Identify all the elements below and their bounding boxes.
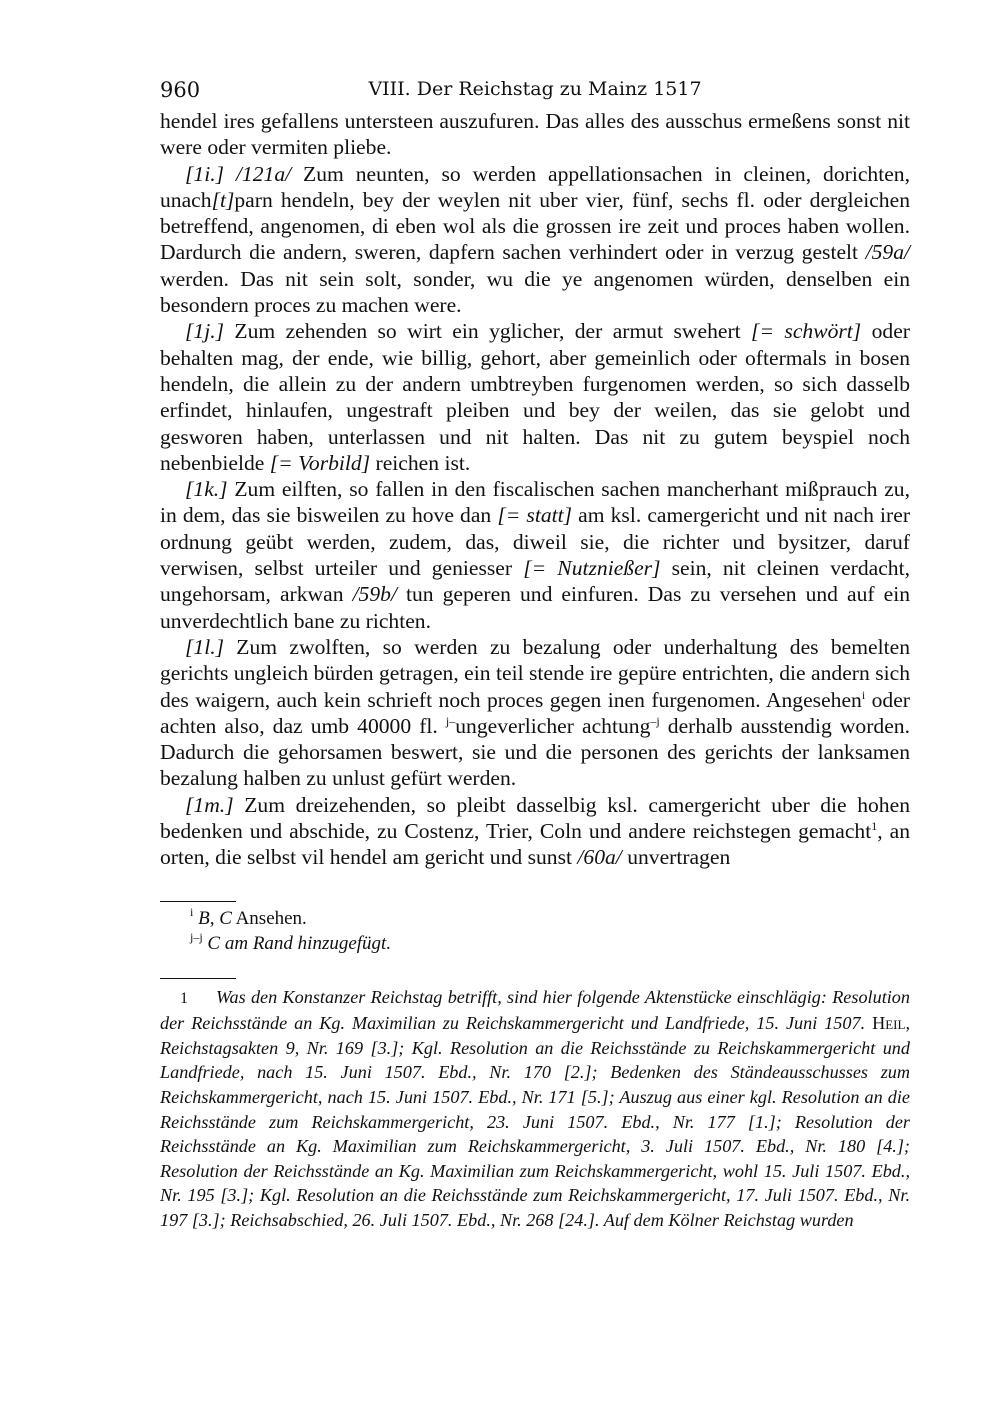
paragraph-1m bbox=[160, 792, 910, 871]
text-run: am ksl. camergericht und nit nach irer ordnung geübt werden, zudem, das, diweil sie, die richter und bysitzer, daruf verwisen, selbst urteiler und geniesser bbox=[160, 503, 911, 581]
apparatus-siglum: i bbox=[190, 904, 194, 919]
text-run: sein, nit cleinen verdacht, ungehorsam, arkwan bbox=[160, 556, 910, 607]
footnote-text: , Reichstagsakten 9, Nr. 169 [3.]; Kgl. Resolution an die Reichsstände zu Reichskammergericht und Landfriede, nach 15. Juni 1507. Ebd., Nr. 170 [2.]; Bedenken des Ständeausschusses zum Reichskammergericht, nach 15. Juni 1507. Ebd., Nr. 171 [5.]; Auszug aus einer kgl. Resolution an die Reichsstände zum Reichskammergericht, 23. Juni 1507. Ebd., Nr. 177 [1.]; Resolution der Reichsstände an Kg. Maximilian zum Reichskammergericht, 3. Juli 1507. Ebd., Nr. 180 [4.]; Resolution der Reichsstände an Kg. Maximilian zum Reichskammergericht, wohl 15. Juli 1507. Ebd., Nr. 195 [3.]; Kgl. Resolution an die Reichsstände zum Reichskammergericht, 17. Juli 1507. Ebd., Nr. 197 [3.]; Reichsabschied, 26. Juli 1507. Ebd., Nr. 268 [24.]. Auf dem Kölner Reichstag wurden bbox=[160, 1013, 910, 1230]
footnote-number: 1 bbox=[180, 989, 188, 1007]
text-run: parn hendeln, bey der weylen nit uber vier, fünf, sechs fl. oder dergleichen betreffend, angenomen, di eben wol als die grossen ire zeit und proces haben wollen. Dardurch die andern, sweren, dapfern sachen verhindert oder in verzug gestelt bbox=[160, 187, 910, 265]
gloss: [= Vorbild] bbox=[269, 450, 371, 475]
section-label: [1j.] bbox=[185, 319, 225, 344]
apparatus-witness: B, C bbox=[198, 907, 232, 929]
text-run: Zum eilften, so fallen in den fiscalischen sachen mancherhant mißprauch zu, in dem, das sie bisweilen zu hove dan bbox=[160, 477, 910, 528]
apparatus-siglum: j–j bbox=[190, 929, 203, 944]
text-run: oder behalten mag, der ende, wie billig, gehort, aber gemeinlich oder oftermals in bosen hendeln, die allein zu der andern umbtreyben furgenomen werden, so sich dasselb erfindet, hinlaufen, ungestraft pleiben und bey der weilen, das sie gelobt und gesworen haben, unterlassen und nit halten. Das nit zu gutem beyspiel noch nebenbielde bbox=[160, 319, 910, 475]
text-run: oder achten also, daz umb 40000 fl. bbox=[160, 687, 910, 738]
paragraph-1i bbox=[160, 161, 910, 319]
editorial-insertion: [t] bbox=[211, 187, 235, 212]
apparatus-ref-i[interactable]: i bbox=[861, 687, 866, 702]
folio-marker: /59b/ bbox=[352, 582, 397, 607]
section-label: [1k.] bbox=[185, 477, 228, 502]
text-run: Zum zehenden so wirt ein yglicher, der armut swehert bbox=[224, 319, 752, 344]
footnote-author: Heil bbox=[872, 1013, 906, 1034]
text-run: Zum dreizehenden, so pleibt dasselbig ksl. camergericht uber die hohen bedenken und abschide, zu Costenz, Trier, Coln und andere reichstegen gemacht bbox=[160, 792, 910, 844]
apparatus-rule bbox=[160, 901, 236, 902]
text-run: Zum zwolften, so werden zu bezalung oder underhaltung des bemelten gerichts ungleich bürden getragen, ein teil stende ire gepüre entrichten, die andern sich des waigern, auch kein schrieft noch proces gegen inen furgenomen. Angesehen bbox=[160, 634, 910, 712]
text-run: , an orten, die selbst vil hendel am gericht und sunst bbox=[160, 819, 910, 870]
apparatus-note: C am Rand hinzugefügt. bbox=[207, 932, 392, 954]
footnote-ref-1[interactable]: 1 bbox=[871, 819, 878, 834]
paragraph-1j bbox=[160, 318, 910, 476]
text-run: werden. Das nit sein solt, sonder, wu die ye angenomen würden, denselben ein besondern proces zu machen were. bbox=[160, 266, 910, 318]
critical-apparatus bbox=[160, 901, 910, 956]
gloss: [= schwört] bbox=[751, 319, 862, 344]
page bbox=[160, 78, 910, 1233]
text-run: derhalb ausstendig worden. Dadurch die gehorsamen beswert, sie und die personen des gerichts der lanksamen bezalung halben zu unlust gefürt werden. bbox=[160, 713, 910, 791]
text-run: unvertragen bbox=[621, 845, 731, 870]
page-number: 960 bbox=[160, 78, 201, 102]
footnote-text: Was den Konstanzer Reichstag betrifft, sind hier folgende Aktenstücke einschlägig: Resolution der Reichsstände an Kg. Maximilian zu Reichskammergericht und Landfriede, 15. Juni 1507. bbox=[160, 986, 910, 1034]
gloss: [= statt] bbox=[497, 503, 573, 528]
folio-marker: /60a/ bbox=[577, 845, 622, 870]
apparatus-entry-i bbox=[160, 906, 910, 931]
text-run: tun geperen und einfuren. Das zu versehen und auf ein unverdechtlich bane zu richten. bbox=[160, 582, 910, 633]
page-header bbox=[160, 78, 910, 108]
folio-marker: /59a/ bbox=[865, 240, 910, 265]
gloss: [= Nutznießer] bbox=[523, 556, 661, 581]
section-label: [1m.] bbox=[185, 792, 234, 817]
footnote-1 bbox=[160, 985, 910, 1233]
apparatus-ref-j-start[interactable]: j– bbox=[445, 713, 456, 728]
footnote-rule bbox=[160, 978, 236, 979]
section-label: [1l.] bbox=[185, 634, 225, 659]
paragraph-1k bbox=[160, 476, 910, 634]
paragraph-continued: hendel ires gefallens untersteen auszufuren. Das alles des ausschus ermeßens sonst nit were oder vermiten pliebe. bbox=[160, 109, 910, 160]
footnotes bbox=[160, 978, 910, 1233]
running-head: VIII. Der Reichstag zu Mainz 1517 bbox=[368, 78, 702, 100]
apparatus-entry-j bbox=[160, 931, 910, 956]
text-run: reichen ist. bbox=[370, 450, 471, 475]
paragraph-1l bbox=[160, 634, 910, 792]
apparatus-reading: Ansehen. bbox=[231, 907, 307, 929]
text-run: ungeverlicher achtung bbox=[455, 713, 651, 738]
main-text bbox=[160, 108, 910, 871]
section-label: [1i.] /121a/ bbox=[185, 161, 292, 186]
text-run: Zum neunten, so werden appellationsachen in cleinen, dorichten, unach bbox=[160, 161, 910, 212]
apparatus-ref-j-end[interactable]: –j bbox=[650, 713, 660, 728]
